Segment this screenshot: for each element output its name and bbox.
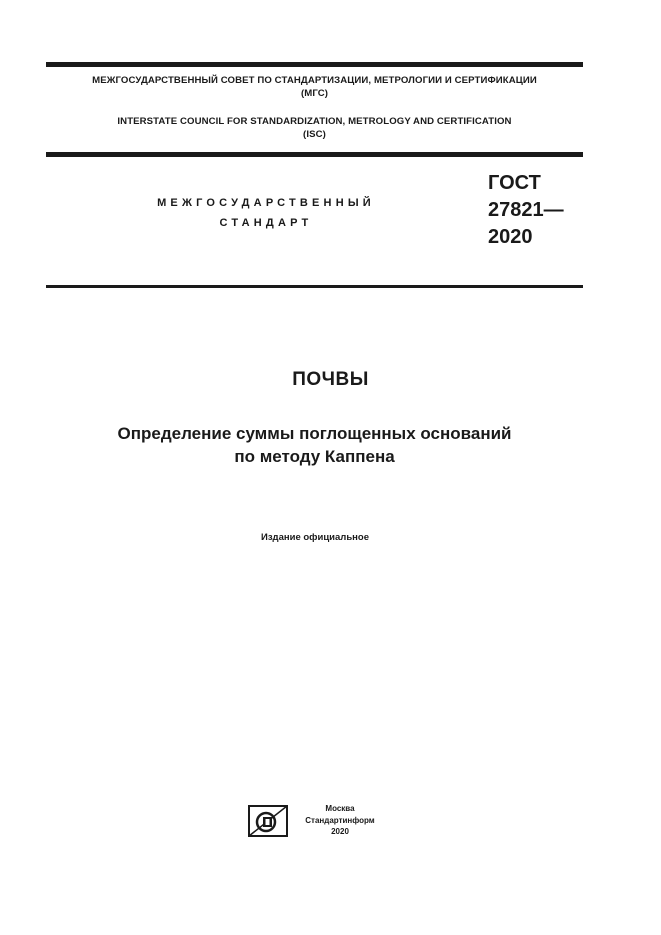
- standard-type-line-2: СТАНДАРТ: [219, 217, 313, 229]
- designation-number: 27821—: [488, 199, 564, 221]
- top-rule: [46, 62, 583, 67]
- middle-rule: [46, 152, 583, 157]
- standard-type: [120, 193, 412, 233]
- subtitle-line-1: Определение суммы поглощенных оснований: [117, 424, 512, 443]
- publisher-city: Москва: [325, 804, 355, 813]
- publisher-name: Стандартинформ: [305, 815, 375, 825]
- council-name-en: [46, 115, 583, 141]
- council-abbr-en: (ISC): [303, 129, 326, 140]
- designation-year: 2020: [488, 226, 533, 248]
- designation-prefix: ГОСТ: [488, 172, 541, 194]
- publisher-year: 2020: [331, 827, 349, 836]
- publisher-imprint: [295, 803, 385, 838]
- document-subtitle: [46, 422, 583, 468]
- council-name-ru: [46, 74, 583, 100]
- edition-label: Издание официальное: [261, 532, 369, 543]
- standard-type-line-1: МЕЖГОСУДАРСТВЕННЫЙ: [157, 197, 375, 209]
- document-title: ПОЧВЫ: [292, 369, 369, 390]
- council-abbr-ru: (МГС): [300, 88, 329, 99]
- standartinform-logo-icon: [248, 805, 288, 837]
- standard-designation: [488, 170, 564, 251]
- bottom-rule: [46, 285, 583, 288]
- council-name-ru-line: МЕЖГОСУДАРСТВЕННЫЙ СОВЕТ ПО СТАНДАРТИЗАЦИИ, МЕТРОЛОГИИ И СЕРТИФИКАЦИИ: [92, 75, 537, 86]
- subtitle-line-2: по методу Каппена: [234, 447, 395, 466]
- council-name-en-line: INTERSTATE COUNCIL FOR STANDARDIZATION, METROLOGY AND CERTIFICATION: [117, 116, 512, 127]
